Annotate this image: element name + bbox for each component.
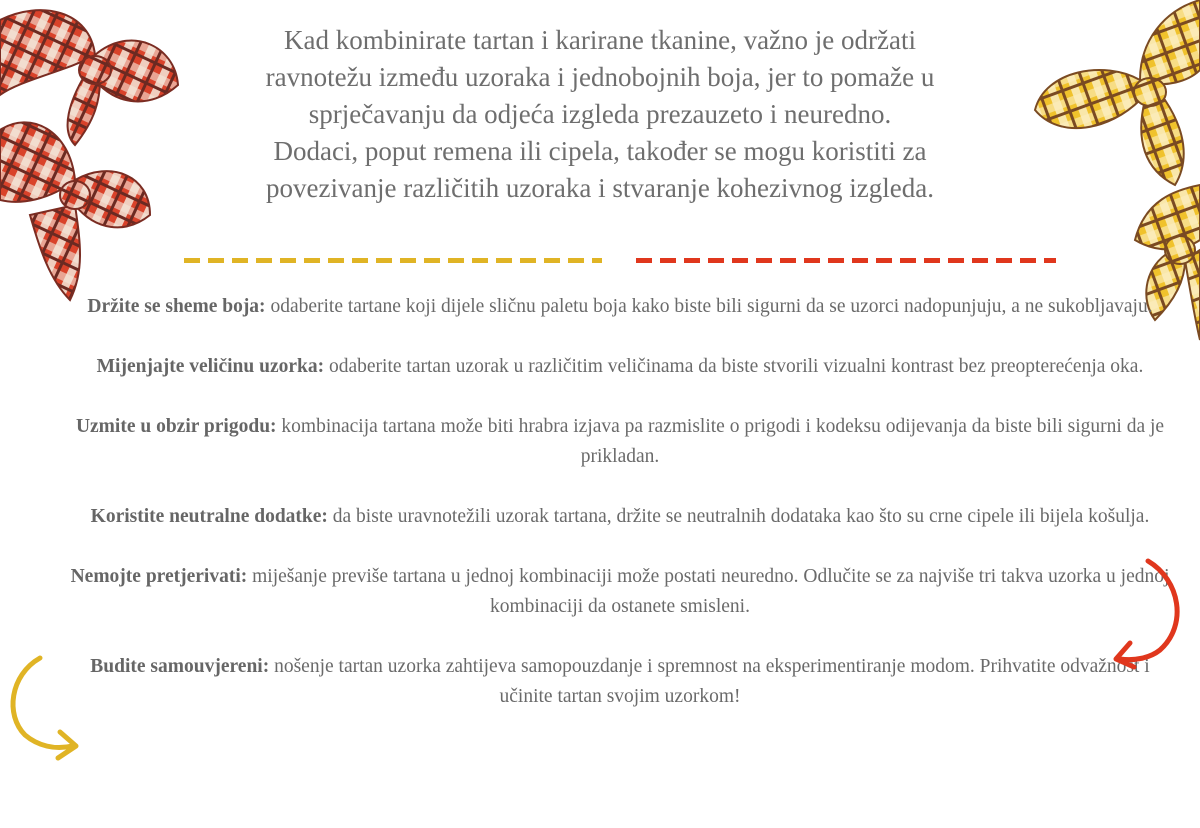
tip-title: Budite samouvjereni: [90,656,270,677]
tip-title: Koristite neutralne dodatke: [90,506,328,527]
tips-list [70,292,1170,742]
intro-line: sprječavanju da odjeća izgleda prezauzeto i neuredno. [308,99,892,129]
tip-item [70,292,1170,322]
tip-title: Mijenjajte veličinu uzorka: [96,356,325,377]
tip-item [70,562,1170,622]
gold-dashed-divider [184,258,602,263]
tip-title: Nemojte pretjerivati: [70,566,248,587]
intro-line: ravnotežu između uzoraka i jednobojnih boja, jer to pomaže u [265,62,935,92]
tip-item [70,412,1170,472]
intro-paragraph [170,22,1030,207]
tip-text: kombinacija tartana može biti hrabra izjava pa razmislite o prigodi i kodeksu odijevanja da biste bili sigurni da je prikladan. [276,416,1165,467]
intro-line: Kad kombinirate tartan i karirane tkanine, važno je održati [284,25,916,55]
red-plaid-bows-decoration [0,0,185,305]
intro-line: Dodaci, poput remena ili cipela, također se mogu koristiti za [273,136,927,166]
tip-item [70,652,1170,712]
tip-text: odaberite tartane koji dijele sličnu paletu boja kako biste bili sigurni da se uzorci nadopunjuju, a ne sukobljavaju. [265,296,1153,317]
tip-title: Uzmite u obzir prigodu: [75,416,277,437]
tip-title: Držite se sheme boja: [87,296,266,317]
tip-item [70,352,1170,382]
gold-curved-arrow-icon [0,650,90,765]
tip-text: da biste uravnotežili uzorak tartana, držite se neutralnih dodataka kao što su crne cipele ili bijela košulja. [327,506,1150,527]
tip-text: miješanje previše tartana u jednoj kombinaciji može postati neuredno. Odlučite se za najviše tri takva uzorka u jednoj kombinaciji da ostanete smisleni. [247,566,1170,617]
red-curved-arrow-icon [1100,555,1190,670]
tip-item [70,502,1170,532]
intro-line: povezivanje različitih uzoraka i stvaranje kohezivnog izgleda. [266,173,934,203]
tip-text: nošenje tartan uzorka zahtijeva samopouzdanje i spremnost na eksperimentiranje modom. Prihvatite odvažnost i učinite tartan svojim uzorkom! [269,656,1150,707]
tip-text: odaberite tartan uzorak u različitim veličinama da biste stvorili vizualni kontrast bez preopterećenja oka. [324,356,1144,377]
red-dashed-divider [636,258,1056,263]
